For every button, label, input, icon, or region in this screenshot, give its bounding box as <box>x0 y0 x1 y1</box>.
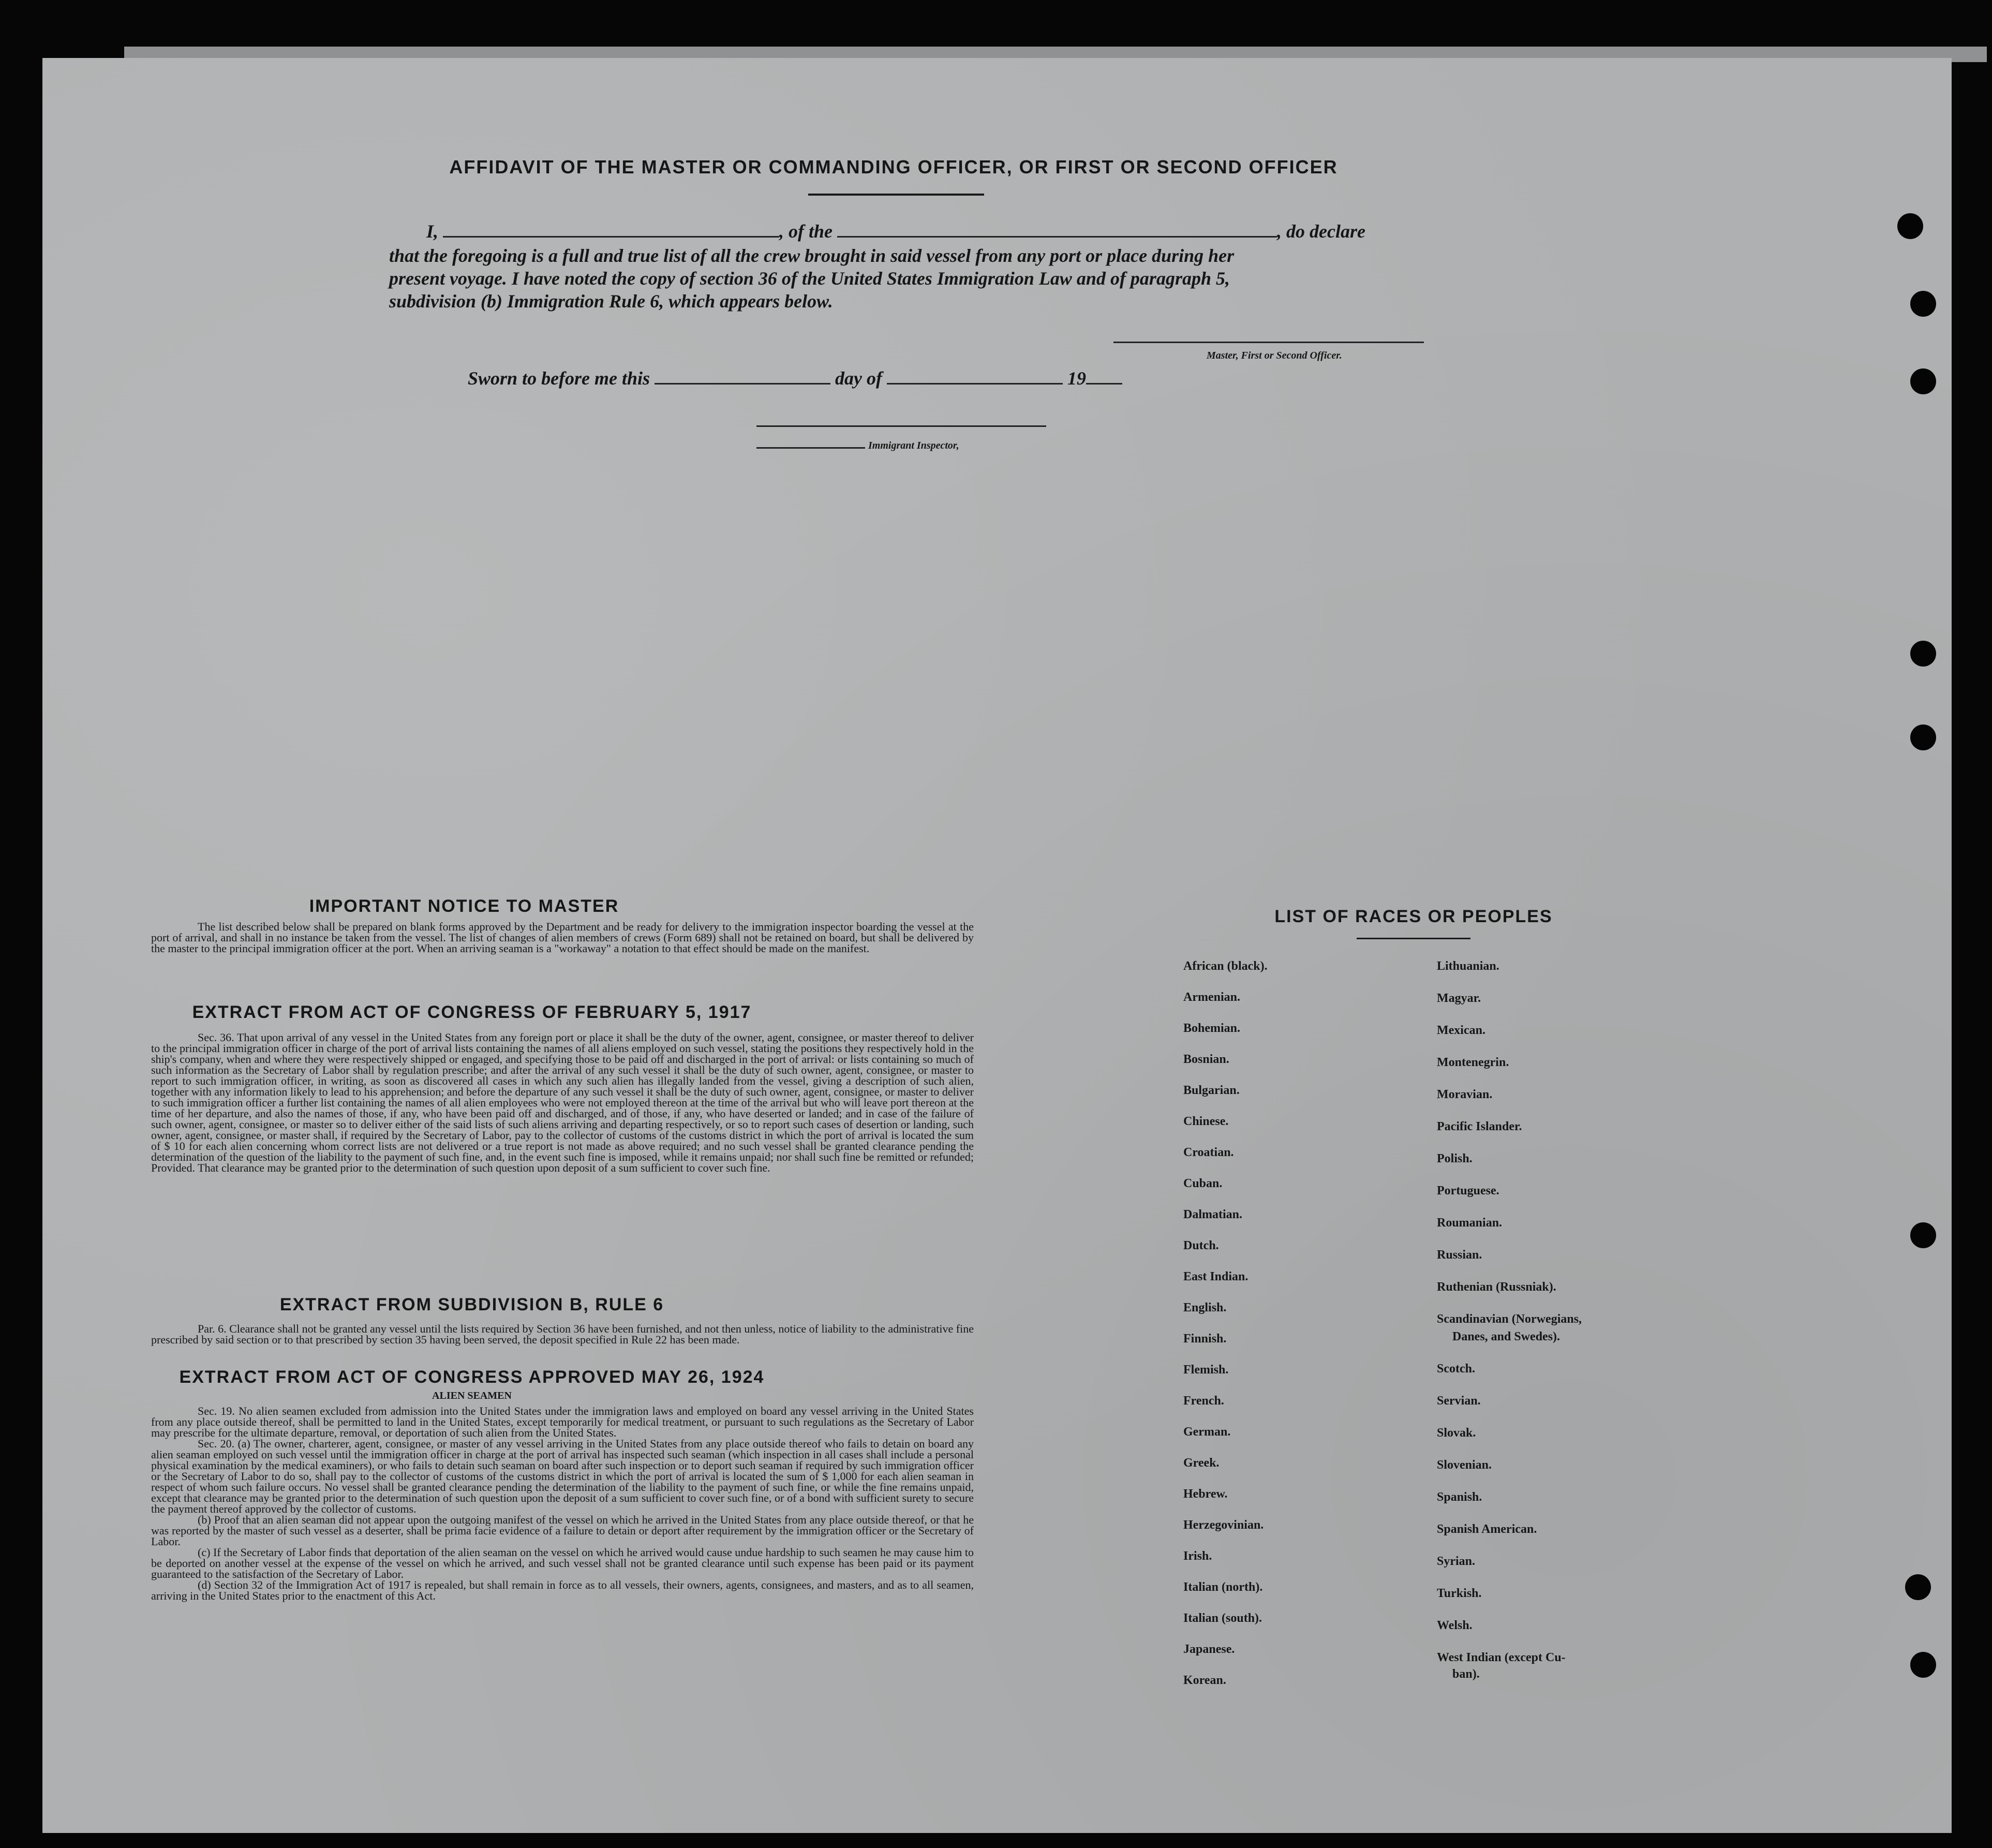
race-item: Bulgarian. <box>1183 1084 1240 1097</box>
affidavit-declare-label: , do declare <box>1277 221 1365 242</box>
race-item: Mexican. <box>1437 1024 1485 1037</box>
section-36-paragraph: Sec. 36. That upon arrival of any vessel in the United States from any foreign port or place it shall be the duty of the owner, agent, consignee, or master thereof to deliver to the principal immigration officer in charge of the port of arrival lists containing the names of all aliens employed on such vessel, stating the positions they respectively hold in the ship's company, when and where they were respectively shipped or engaged, and specifying those to be paid off and discharged in the port of arrival: or lists containing so much of such information as the Secretary of Labor shall by regulation prescribe; and after the arrival of any such vessel it shall be the duty of such owner, agent, consignee, or master to report to such immigration officer, in writing, as soon as discovered all cases in which any such alien has illegally landed from the vessel, giving a description of such alien, together with any information likely to lead to his apprehension; and before the departure of any such vessel it shall be the duty of such owner, agent, consignee, or master to deliver to such immigration officer a further list containing the names of all alien employees who were not employed thereon at the time of the arrival but who will leave port thereon at the time of her departure, and also the names of those, if any, who have been paid off and discharged, and of those, if any, who have deserted or landed; and in case of the failure of such owner, agent, consignee, or master so to deliver either of the said lists of such aliens arriving and departing respectively, or so to report such cases of desertion or landing, such owner, agent, consignee, or master shall, if required by the Secretary of Labor, pay to the collector of customs of the customs district in which the port of arrival is located the sum of $ 10 for each alien concerning whom correct lists are not delivered or a true report is not made as above required; and no such vessel shall be granted clearance pending the determination of the question of the liability to the payment of such fine, and, in the event such fine is imposed, while it remains unpaid; nor shall such fine be remitted or refunded; Provided. That clearance may be granted prior to the determination of such question upon deposit of a sum sufficient to cover such fine. <box>151 1031 974 1174</box>
rule-6-title: EXTRACT FROM SUBDIVISION B, RULE 6 <box>279 1295 664 1314</box>
races-left-column <box>1183 958 1268 1704</box>
race-item: Turkish. <box>1437 1587 1482 1600</box>
race-item: Ruthenian (Russniak). <box>1437 1280 1556 1294</box>
race-item: Japanese. <box>1183 1643 1235 1656</box>
race-item: Korean. <box>1183 1674 1226 1687</box>
race-item: Slovak. <box>1437 1426 1476 1440</box>
race-item: Irish. <box>1183 1549 1212 1563</box>
race-item: Flemish. <box>1183 1363 1229 1377</box>
race-item: Roumanian. <box>1437 1216 1503 1230</box>
affidavit-line-2: that the foregoing is a full and true list of all the crew brought in said vessel from any port or place during her <box>389 245 1235 266</box>
race-item: West Indian (except Cu- <box>1437 1651 1566 1664</box>
affidavit-body <box>389 244 1460 313</box>
officer-signature-line[interactable] <box>1113 342 1424 343</box>
notice-paragraph: The list described below shall be prepared on blank forms approved by the Department and be ready for delivery to the immigration inspector boarding the vessel at the port of arrival, and shall in no instance be taken from the vessel. The list of changes of alien members of crews (Form 689) shall not be retained on board, but shall be delivered by the master to the principal immigration officer at the port. When an arriving seaman is a "workaway" a notation to that effect should be made on the manifest. <box>151 920 974 955</box>
race-item-continued: Danes, and Swedes). <box>1452 1330 1560 1343</box>
race-item: Lithuanian. <box>1437 959 1499 973</box>
race-item: Portuguese. <box>1437 1184 1499 1197</box>
race-item: Montenegrin. <box>1437 1056 1509 1069</box>
race-item: Moravian. <box>1437 1088 1493 1101</box>
race-item: Syrian. <box>1437 1555 1476 1568</box>
year-prefix-label: 19 <box>1067 368 1087 389</box>
race-item: Scotch. <box>1437 1362 1475 1376</box>
race-item: Welsh. <box>1437 1619 1473 1632</box>
extract-1917-title: EXTRACT FROM ACT OF CONGRESS OF FEBRUARY 5, 1917 <box>192 1002 752 1022</box>
race-item: Italian (south). <box>1183 1612 1262 1625</box>
vessel-name-field[interactable] <box>837 220 1277 238</box>
extract-1924-text <box>151 1406 974 1601</box>
affidavit-title: AFFIDAVIT OF THE MASTER OR COMMANDING OFFICER, OR FIRST OR SECOND OFFICER <box>449 156 1338 178</box>
race-item: African (black). <box>1183 959 1268 973</box>
officer-name-field[interactable] <box>443 220 779 238</box>
sworn-month-field[interactable] <box>887 367 1063 385</box>
punch-hole <box>1910 1652 1936 1678</box>
affidavit-line-1 <box>426 220 1461 242</box>
affidavit-i-label: I, <box>426 221 439 242</box>
punch-hole <box>1910 641 1936 667</box>
race-item: Spanish. <box>1437 1490 1482 1504</box>
section-19-paragraph: Sec. 19. No alien seamen excluded from admission into the United States under the immigration laws and employed on board any vessel arriving in the United States from any place outside thereof, shall be permitted to land in the United States, except temporarily for medical treatment, or pursuant to such regulations as the Secretary of Labor may prescribe for the ultimate departure, removal, or deportation of such alien from the United States. <box>151 1405 974 1439</box>
day-of-label: day of <box>835 368 883 389</box>
notice-text <box>151 921 974 954</box>
punch-hole <box>1905 1574 1931 1600</box>
title-underline <box>808 194 984 196</box>
punch-hole <box>1910 368 1936 394</box>
rule-6-paragraph: Par. 6. Clearance shall not be granted any vessel until the lists required by Section 36 have been furnished, and not then unless, notice of liability to the administrative fine prescribed by said section or to that prescribed by section 35 having been served, the deposit specified in Rule 22 has been made. <box>151 1322 974 1346</box>
race-item: Servian. <box>1437 1394 1481 1408</box>
affidavit-line-3: present voyage. I have noted the copy of section 36 of the United States Immigration Law and of paragraph 5, <box>389 268 1230 289</box>
punch-hole <box>1910 1222 1936 1248</box>
races-right-column <box>1437 958 1582 1683</box>
extract-1917-text <box>151 1032 974 1173</box>
alien-seamen-subtitle: ALIEN SEAMEN <box>432 1390 512 1401</box>
race-item: Cuban. <box>1183 1177 1223 1190</box>
inspector-signature-caption: Immigrant Inspector, <box>868 440 959 451</box>
race-item: Russian. <box>1437 1248 1482 1262</box>
race-item: Greek. <box>1183 1456 1220 1470</box>
section-20d-paragraph: (d) Section 32 of the Immigration Act of 1917 is repealed, but shall remain in force as to all vessels, their owners, agents, consignees, and masters, and as to all seamen, arriving in the United States prior to the enactment of this Act. <box>151 1578 974 1602</box>
races-title-underline <box>1357 938 1470 939</box>
sworn-year-field[interactable] <box>1086 367 1122 385</box>
manifest-page <box>42 58 1952 1833</box>
section-20a-paragraph: Sec. 20. (a) The owner, charterer, agent, consignee, or master of any vessel arriving in the United States from any place outside thereof who fails to detain on board any alien seaman employed on such vessel until the immigration officer in charge at the port of arrival has inspected such seaman (which inspection in all cases shall include a personal physical examination by the medical examiners), or who fails to detain such seaman on board after such inspection or to deport such seaman if required by such immigration officer or the Secretary of Labor to do so, shall pay to the collector of customs of the customs district in which the port of arrival is located the sum of $ 1,000 for each alien seaman in respect of whom such failure occurs. No vessel shall be granted clearance pending the determination of the liability to the payment of such fine, or while the fine remains unpaid, except that clearance may be granted prior to the determination of such question upon the deposit of a sum sufficient to cover such fine, or of a bond with sufficient surety to secure the payment thereof approved by the collector of customs. <box>151 1437 974 1515</box>
race-item: Croatian. <box>1183 1146 1234 1159</box>
race-item: Polish. <box>1437 1152 1473 1165</box>
race-item: Bosnian. <box>1183 1053 1229 1066</box>
officer-signature-caption: Master, First or Second Officer. <box>1207 350 1342 361</box>
inspector-caption-leader <box>756 447 865 449</box>
race-item: Herzegovinian. <box>1183 1518 1264 1532</box>
punch-hole <box>1910 725 1936 750</box>
extract-1924-title: EXTRACT FROM ACT OF CONGRESS APPROVED MAY 26, 1924 <box>179 1367 765 1387</box>
punch-hole <box>1897 213 1923 239</box>
race-item: German. <box>1183 1425 1231 1439</box>
inspector-signature-line[interactable] <box>756 425 1046 427</box>
race-item: Finnish. <box>1183 1332 1227 1346</box>
sworn-day-field[interactable] <box>655 367 830 385</box>
race-item: East Indian. <box>1183 1270 1248 1283</box>
sworn-line <box>468 367 1296 389</box>
race-item: Dutch. <box>1183 1239 1219 1252</box>
races-title: LIST OF RACES OR PEOPLES <box>1274 907 1553 926</box>
race-item: Dalmatian. <box>1183 1208 1242 1221</box>
race-item: Bohemian. <box>1183 1022 1241 1035</box>
race-item: Pacific Islander. <box>1437 1120 1522 1133</box>
affidavit-of-the-label: , of the <box>779 221 833 242</box>
race-item: Scandinavian (Norwegians, <box>1437 1312 1582 1326</box>
race-item: Hebrew. <box>1183 1487 1228 1501</box>
punch-hole <box>1910 291 1936 317</box>
race-item: English. <box>1183 1301 1227 1314</box>
race-item: Magyar. <box>1437 992 1481 1005</box>
notice-title: IMPORTANT NOTICE TO MASTER <box>309 896 619 916</box>
race-item: Spanish American. <box>1437 1522 1537 1536</box>
race-item: Chinese. <box>1183 1115 1229 1128</box>
race-item: French. <box>1183 1394 1224 1408</box>
section-20b-paragraph: (b) Proof that an alien seaman did not appear upon the outgoing manifest of the vessel on which he arrived in the United States from any place outside thereof, or that he was reported by the master of such vessel as a deserter, shall be prima facie evidence of a failure to detain or deport after requirement by the immigration officer or the Secretary of Labor. <box>151 1513 974 1548</box>
sworn-label: Sworn to before me this <box>468 368 650 389</box>
rule-6-text <box>151 1323 974 1345</box>
race-item: Armenian. <box>1183 990 1240 1004</box>
affidavit-line-4: subdivision (b) Immigration Rule 6, which appears below. <box>389 291 833 312</box>
race-item: Italian (north). <box>1183 1580 1263 1594</box>
bleed-through-mark <box>42 89 110 168</box>
race-item-continued: ban). <box>1452 1667 1480 1681</box>
race-item: Slovenian. <box>1437 1458 1492 1472</box>
section-20c-paragraph: (c) If the Secretary of Labor finds that deportation of the alien seaman on the vessel on which he arrived would cause undue hardship to such seamen he may cause him to be deported on another vessel at the expense of the vessel on which he arrived, and such vessel shall not be granted clearance until such expense has been paid or its payment guaranteed to the satisfaction of the Secretary of Labor. <box>151 1546 974 1580</box>
